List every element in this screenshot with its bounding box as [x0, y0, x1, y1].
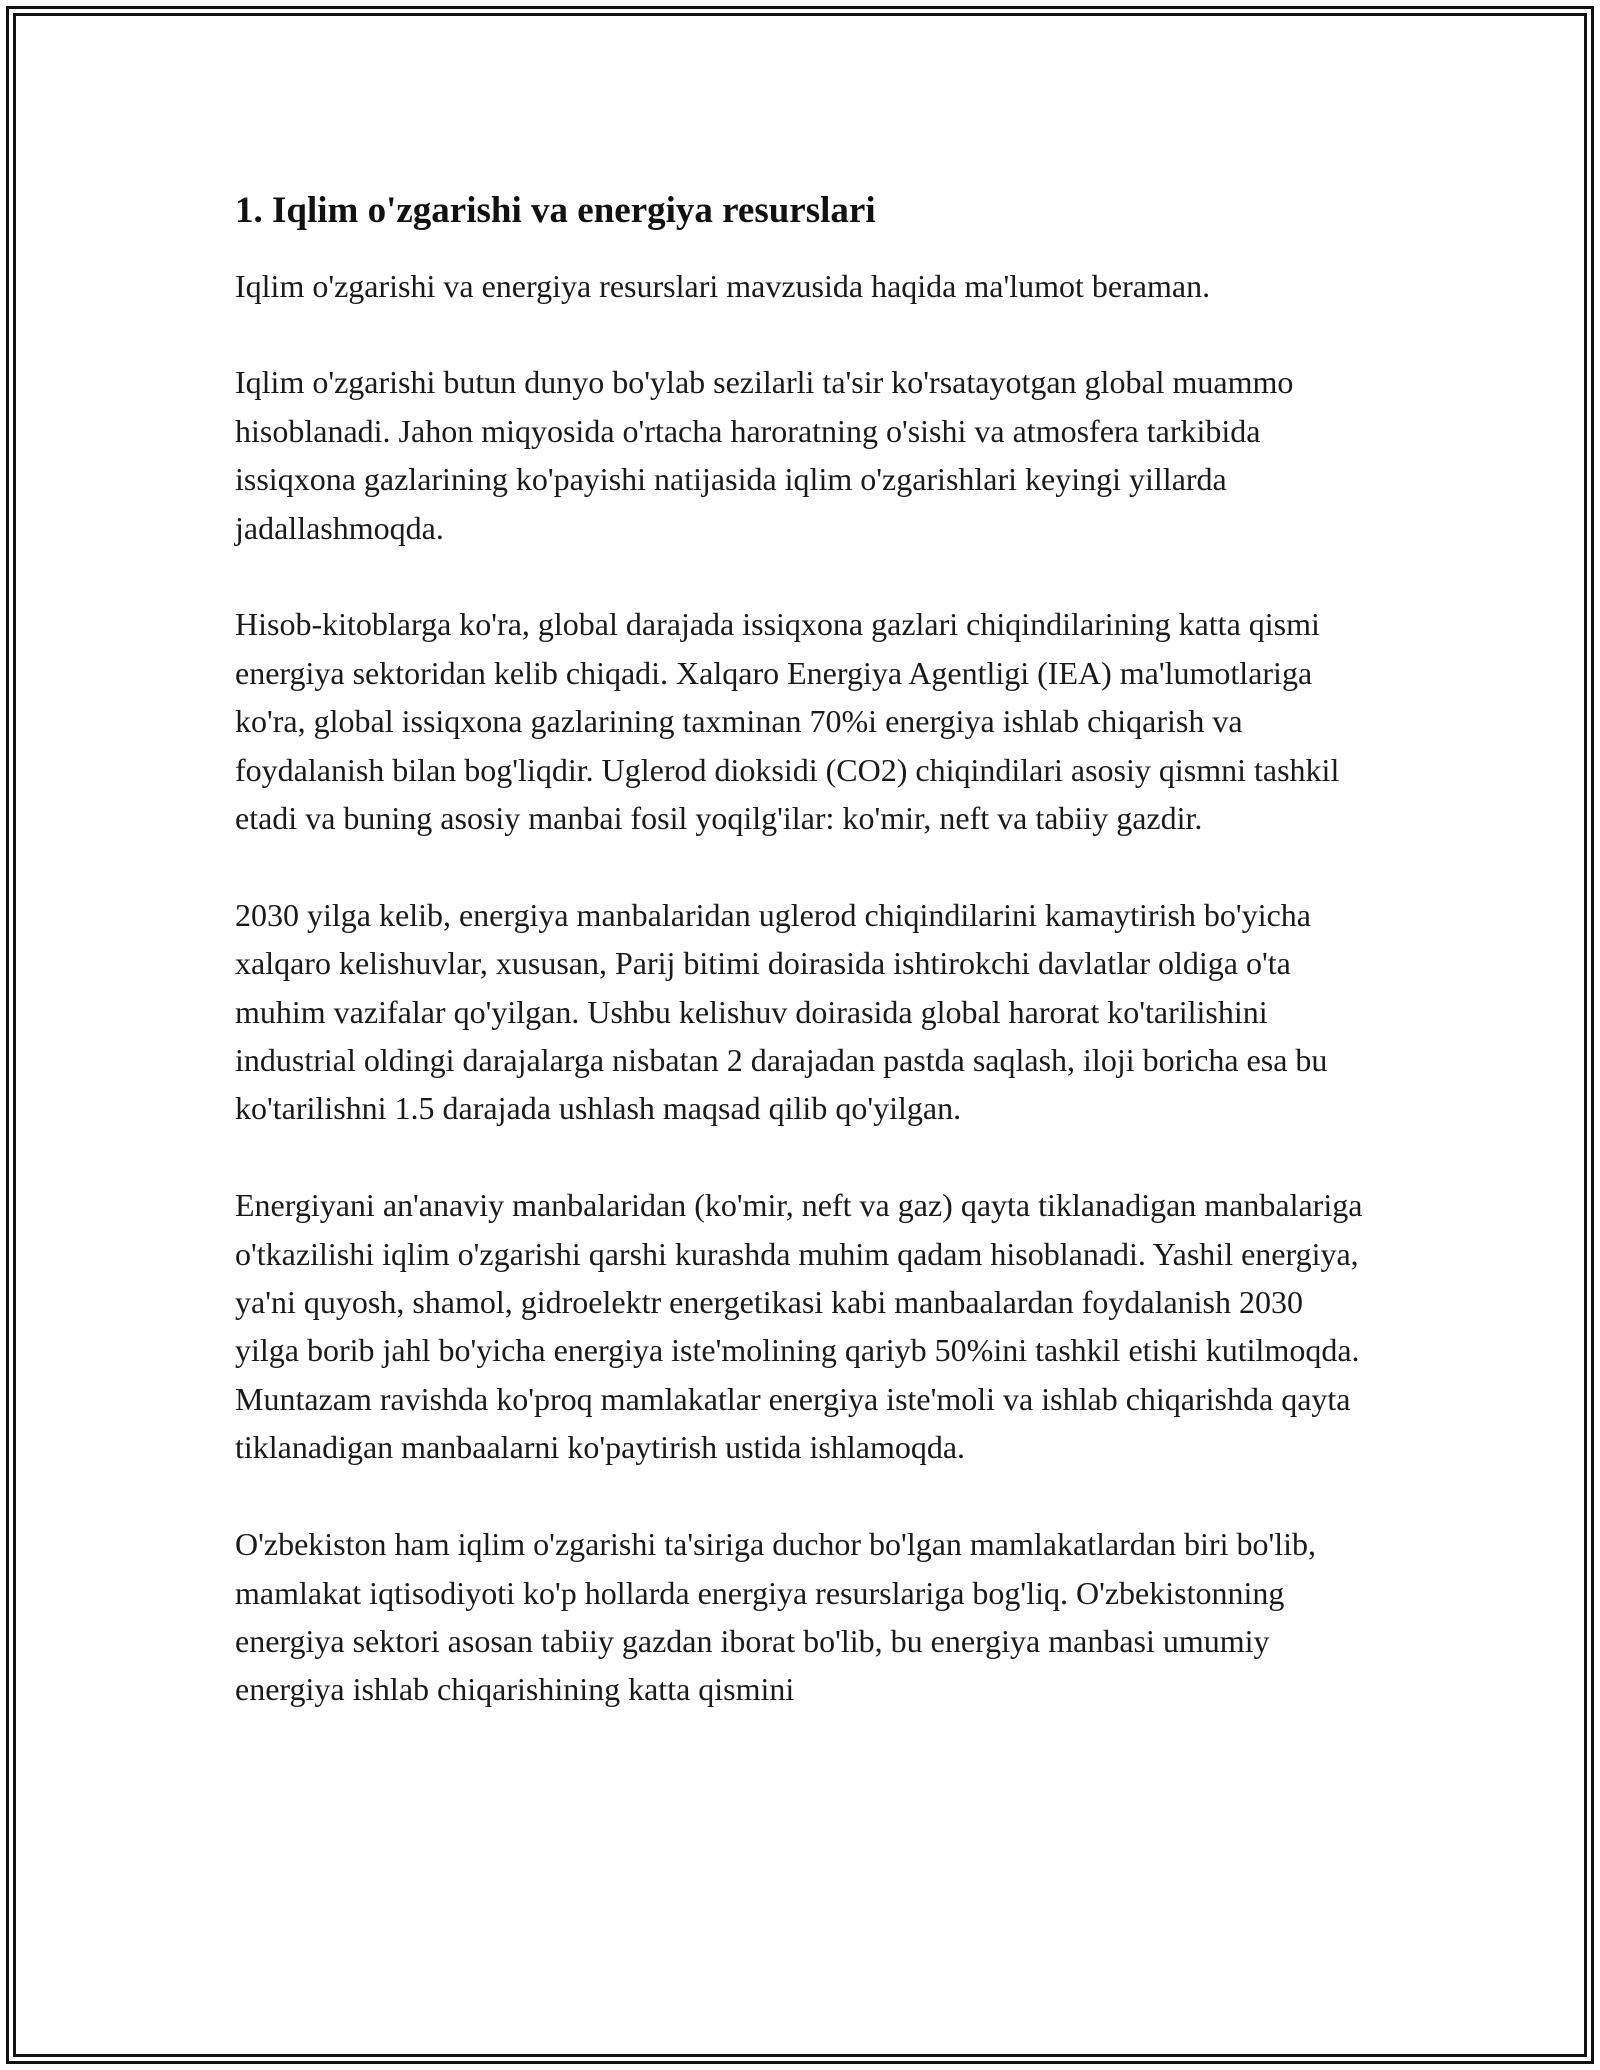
- paragraph-emissions: Hisob-kitoblarga ko'ra, global darajada issiqxona gazlari chiqindilarining katta qismi energiya sektoridan kelib chiqadi. Xalqaro Energiya Agentligi (IEA) ma'lumotlariga ko'ra, global issiqxona gazlarining taxminan 70%i energiya ishlab chiqarish va foydalanish bilan bog'liqdir. Uglerod dioksidi (CO2) chiqindilari asosiy qismni tashkil etadi va buning asosiy manbai fosil yoqilg'ilar: ko'mir, neft va tabiiy gazdir.: [235, 606, 1340, 837]
- document-body: [235, 180, 1365, 1762]
- section-heading: 1. Iqlim o'zgarishi va energiya resurslari: [235, 190, 876, 231]
- paragraph-uzbekistan: O'zbekiston ham iqlim o'zgarishi ta'siriga duchor bo'lgan mamlakatlardan biri bo'lib, mamlakat iqtisodiyoti ko'p hollarda energiya resurslariga bog'liq. O'zbekistonning energiya sektori asosan tabiiy gazdan iborat bo'lib, bu energiya manbasi umumiy energiya ishlab chiqarishining katta qismini: [235, 1526, 1317, 1708]
- paragraph-global-problem: Iqlim o'zgarishi butun dunyo bo'ylab sezilarli ta'sir ko'rsatayotgan global muammo hisoblanadi. Jahon miqyosida o'rtacha haroratning o'sishi va atmosfera tarkibida issiqxona gazlarining ko'payishi natijasida iqlim o'zgarishlari keyingi yillarda jadallashmoqda.: [235, 364, 1294, 546]
- paragraph-intro: Iqlim o'zgarishi va energiya resurslari mavzusida haqida ma'lumot beraman.: [235, 268, 1211, 304]
- paragraph-paris-agreement: 2030 yilga kelib, energiya manbalaridan uglerod chiqindilarini kamaytirish bo'yicha xalqaro kelishuvlar, xususan, Parij bitimi doirasida ishtirokchi davlatlar oldiga o'ta muhim vazifalar qo'yilgan. Ushbu kelishuv doirasida global harorat ko'tarilishini industrial oldingi darajalarga nisbatan 2 darajadan pastda saqlash, iloji boricha esa bu ko'tarilishni 1.5 darajada ushlash maqsad qilib qo'yilgan.: [235, 896, 1328, 1127]
- paragraph-renewables: Energiyani an'anaviy manbalaridan (ko'mir, neft va gaz) qayta tiklanadigan manbalariga o'tkazilishi iqlim o'zgarishi qarshi kurashda muhim qadam hisoblanadi. Yashil energiya, ya'ni quyosh, shamol, gidroelektr energetikasi kabi manbaalardan foydalanish 2030 yilga borib jahl bo'yicha energiya iste'molining qariyb 50%ini tashkil etishi kutilmoqda. Muntazam ravishda ko'proq mamlakatlar energiya iste'moli va ishlab chiqarishda qayta tiklanadigan manbaalarni ko'paytirish ustida ishlamoqda.: [235, 1187, 1363, 1466]
